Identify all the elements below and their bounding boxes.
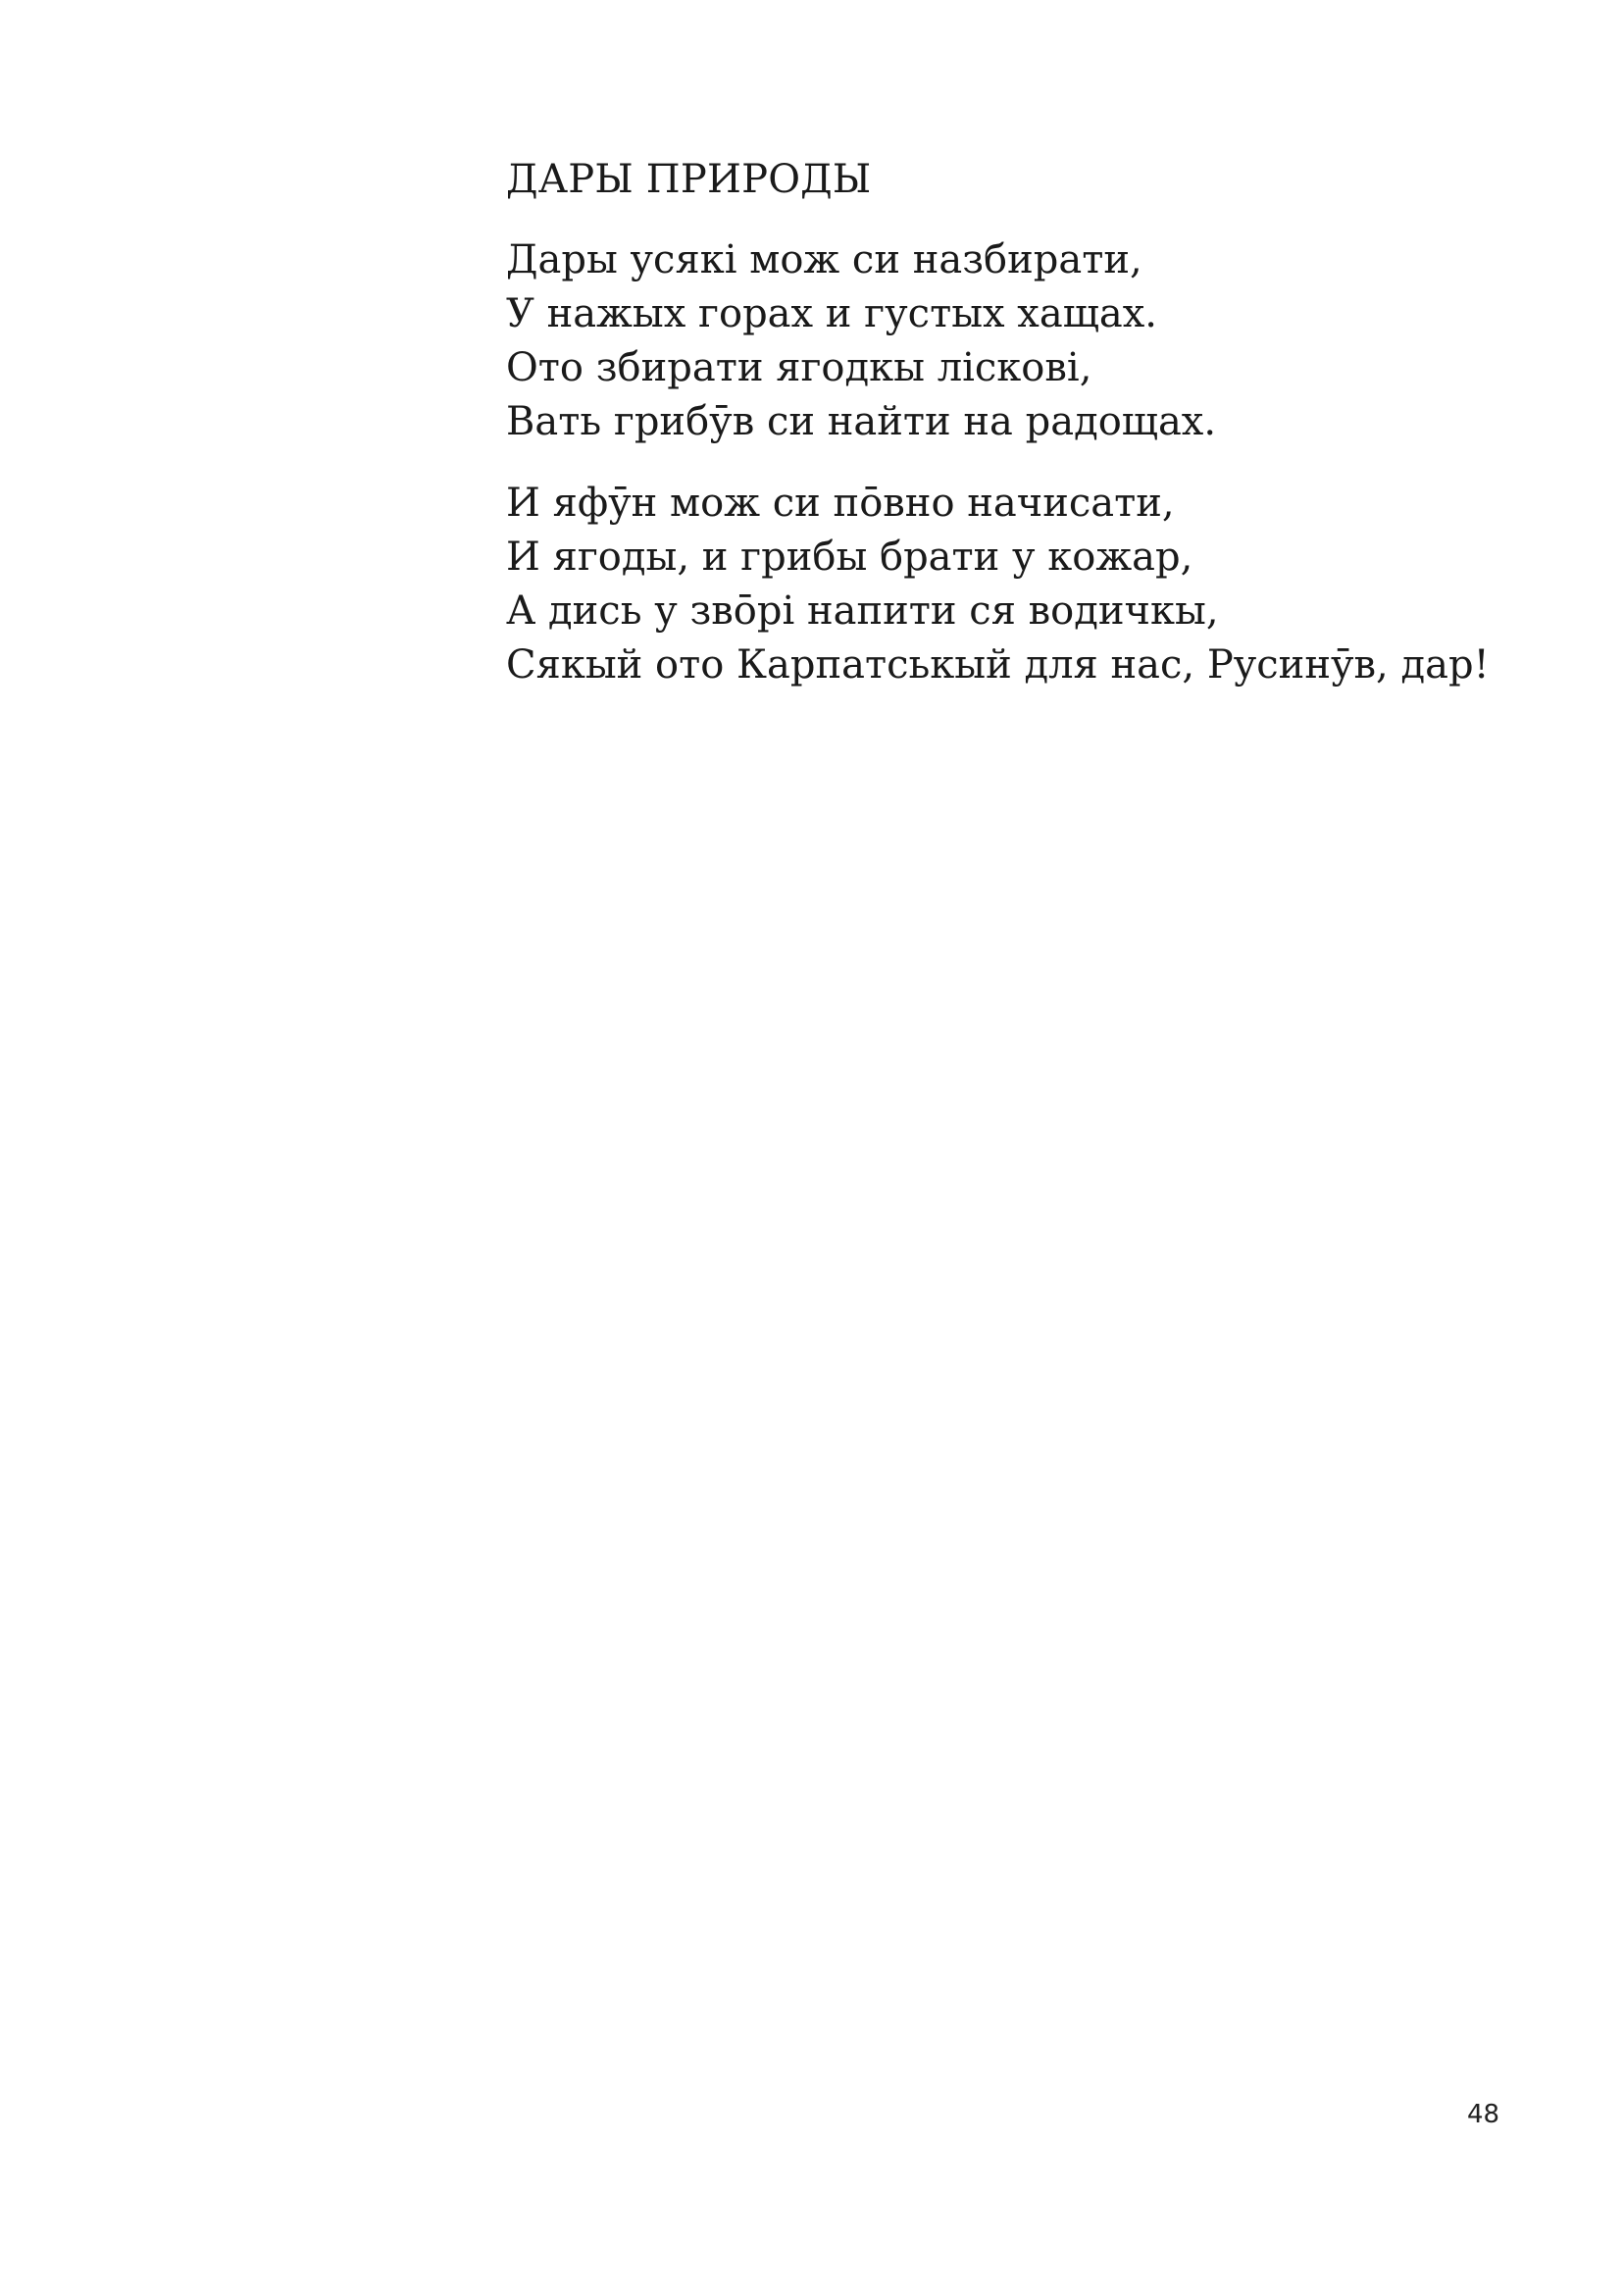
poem-line: И яфӯн мож си пōвно начисати,: [506, 481, 1175, 526]
stanza-2: [506, 477, 1585, 692]
poem-line: И ягоды, и грибы брати у кожар,: [506, 535, 1193, 580]
poem-title: ДАРЫ ПРИРОДЫ: [506, 157, 872, 202]
poem-line: А дись у звōрі напити ся водичкы,: [506, 588, 1219, 634]
stanza-1: [506, 233, 1585, 449]
poem-line: У нажых горах и густых хащах.: [506, 291, 1158, 336]
poem: [506, 152, 1585, 692]
poem-line: Вать грибӯв си найти на радощах.: [506, 399, 1217, 444]
poem-line: Ото збирати ягодкы ліскові,: [506, 345, 1092, 390]
poem-line: Сякый ото Карпатськый для нас, Русинӯв, дар!: [506, 642, 1490, 688]
page-number: 48: [1467, 2100, 1500, 2129]
poem-line: Дары усякі мож си назбирати,: [506, 237, 1142, 282]
